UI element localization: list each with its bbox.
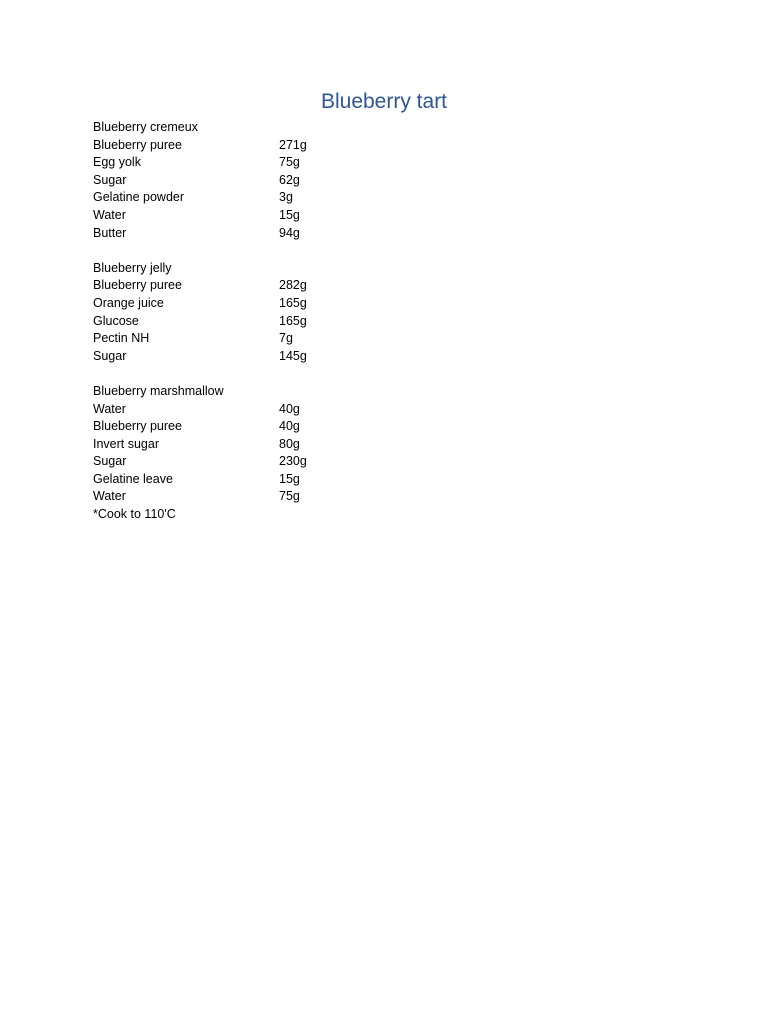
ingredient-row bbox=[93, 436, 593, 454]
ingredient-row bbox=[93, 313, 593, 331]
ingredient-row bbox=[93, 401, 593, 419]
ingredient-amount: 3g bbox=[279, 190, 293, 205]
ingredient-amount: 62g bbox=[279, 172, 300, 187]
ingredient-row bbox=[93, 189, 593, 207]
ingredient-name: Egg yolk bbox=[93, 155, 141, 170]
ingredient-name: Water bbox=[93, 489, 126, 504]
section-blueberry-marshmallow bbox=[93, 383, 593, 524]
ingredient-row bbox=[93, 488, 593, 506]
ingredient-name: Water bbox=[93, 401, 126, 416]
cooking-note-text: *Cook to 110'C bbox=[93, 507, 176, 522]
ingredient-row bbox=[93, 225, 593, 243]
ingredient-row bbox=[93, 418, 593, 436]
ingredient-name: Blueberry puree bbox=[93, 419, 182, 434]
ingredient-name: Sugar bbox=[93, 348, 127, 363]
ingredient-amount: 230g bbox=[279, 454, 307, 469]
ingredient-row bbox=[93, 330, 593, 348]
ingredient-amount: 165g bbox=[279, 295, 307, 310]
ingredient-amount: 80g bbox=[279, 436, 300, 451]
section-heading-text: Blueberry marshmallow bbox=[93, 383, 224, 398]
ingredient-amount: 15g bbox=[279, 207, 300, 222]
ingredient-name: Butter bbox=[93, 225, 127, 240]
ingredient-row bbox=[93, 207, 593, 225]
ingredient-name: Gelatine leave bbox=[93, 471, 173, 486]
ingredient-amount: 75g bbox=[279, 489, 300, 504]
section-heading-text: Blueberry cremeux bbox=[93, 120, 198, 134]
ingredient-name: Invert sugar bbox=[93, 436, 160, 451]
ingredient-name: Blueberry puree bbox=[93, 137, 182, 152]
ingredient-amount: 94g bbox=[279, 225, 300, 240]
ingredient-name: Orange juice bbox=[93, 295, 164, 310]
section-blueberry-cremeux bbox=[93, 119, 593, 242]
section-heading bbox=[93, 383, 593, 401]
ingredient-amount: 40g bbox=[279, 419, 300, 434]
ingredient-name: Gelatine powder bbox=[93, 190, 185, 205]
cooking-note bbox=[93, 506, 593, 524]
ingredient-name: Pectin NH bbox=[93, 331, 150, 346]
ingredient-row bbox=[93, 348, 593, 366]
ingredient-amount: 165g bbox=[279, 313, 307, 328]
ingredient-amount: 7g bbox=[279, 331, 293, 346]
ingredient-row bbox=[93, 471, 593, 489]
ingredient-amount: 75g bbox=[279, 155, 300, 170]
ingredient-row bbox=[93, 277, 593, 295]
ingredient-amount: 145g bbox=[279, 348, 307, 363]
ingredient-row bbox=[93, 453, 593, 471]
ingredient-amount: 40g bbox=[279, 401, 300, 416]
ingredient-amount: 271g bbox=[279, 137, 307, 152]
section-heading-text: Blueberry jelly bbox=[93, 260, 172, 275]
ingredient-name: Water bbox=[93, 207, 126, 222]
ingredient-row bbox=[93, 172, 593, 190]
ingredient-name: Blueberry puree bbox=[93, 278, 182, 293]
ingredient-amount: 282g bbox=[279, 278, 307, 293]
ingredient-amount: 15g bbox=[279, 471, 300, 486]
section-blueberry-jelly bbox=[93, 260, 593, 366]
ingredient-name: Sugar bbox=[93, 172, 127, 187]
ingredient-name: Sugar bbox=[93, 454, 127, 469]
section-heading bbox=[93, 119, 593, 137]
recipe-content bbox=[93, 119, 593, 524]
ingredient-row bbox=[93, 295, 593, 313]
page-title: Blueberry tart bbox=[320, 90, 448, 113]
ingredient-row bbox=[93, 137, 593, 155]
ingredient-name: Glucose bbox=[93, 313, 139, 328]
ingredient-row bbox=[93, 154, 593, 172]
section-heading bbox=[93, 260, 593, 278]
